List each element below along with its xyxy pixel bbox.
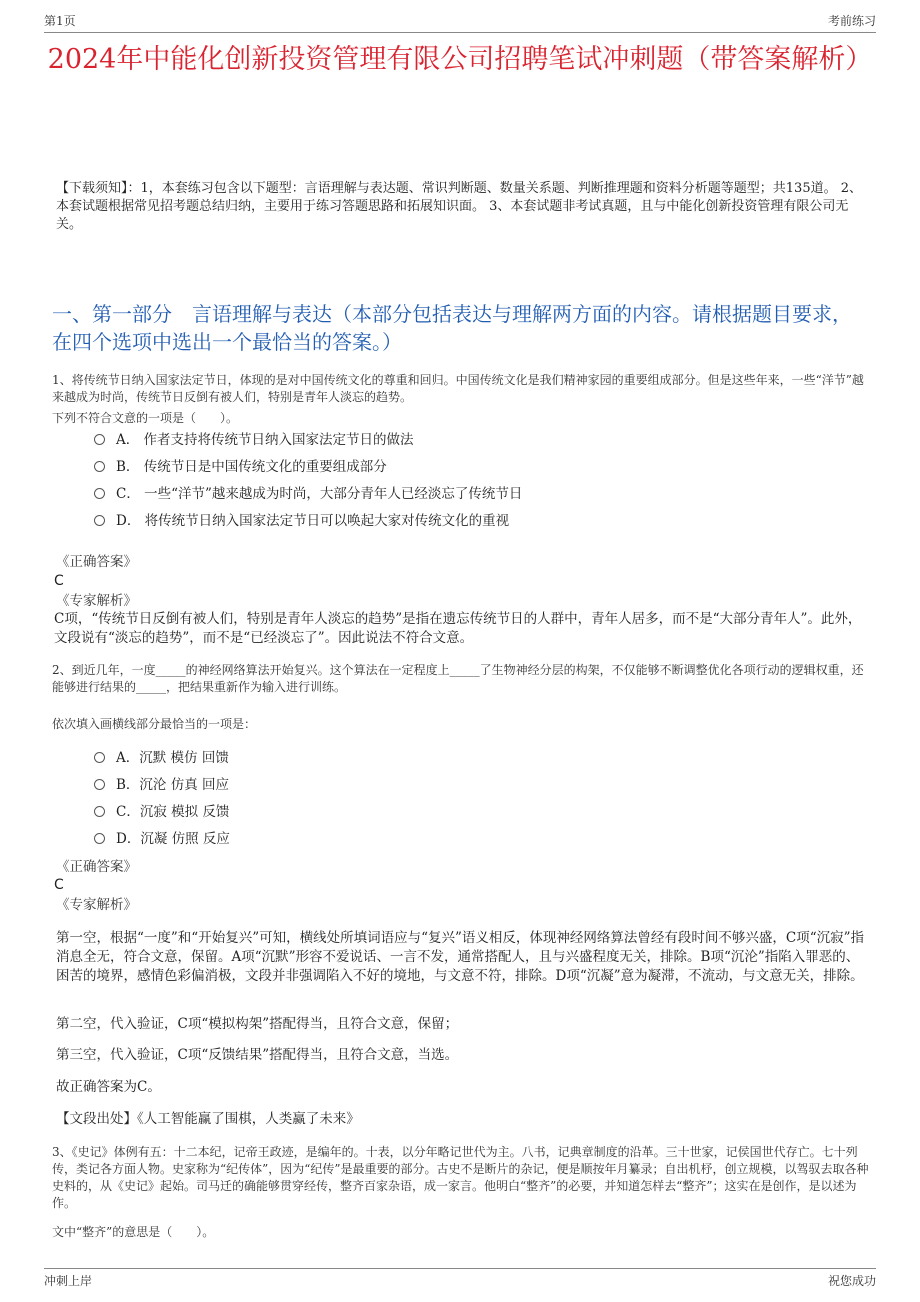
footer-left: 冲刺上岸 xyxy=(44,1274,93,1288)
page-number: 第1页 xyxy=(44,14,76,28)
q2-analysis-para-4: 故正确答案为C。 xyxy=(56,1079,161,1095)
radio-icon[interactable] xyxy=(94,779,105,790)
radio-icon[interactable] xyxy=(94,515,105,526)
radio-icon[interactable] xyxy=(94,806,105,817)
q3-question: 文中“整齐”的意思是（ ）。 xyxy=(52,1225,215,1239)
q2-answer: C xyxy=(54,877,64,893)
q2-stem: 2、到近几年，一度_____的神经网络算法开始复兴。这个算法在一定程度上_____了生物神经分层的构架，不仅能够不断调整优化各项行动的逻辑权重，还能够进行结果的_____，把结果重新作为输入进行训练。 xyxy=(52,663,864,694)
page-header xyxy=(44,12,876,32)
option-text: C． 一些“洋节”越来越成为时尚，大部分青年人已经淡忘了传统节日 xyxy=(116,486,523,502)
page-title: 2024年中能化创新投资管理有限公司招聘笔试冲刺题（带答案解析） xyxy=(47,44,873,75)
radio-icon[interactable] xyxy=(94,833,105,844)
q2-analysis-label: 《专家解析》 xyxy=(56,897,137,913)
q1-analysis: C项，“传统节日反倒有被人们，特别是青年人淡忘的趋势”是指在遗忘传统节日的人群中，青年人居多，而不是“大部分青年人”。此外，文段说有“淡忘的趋势”，而不是“已经淡忘了”。因此说法不符合文意。 xyxy=(54,611,862,646)
radio-icon[interactable] xyxy=(94,488,105,499)
q2-analysis-para-3: 第三空，代入验证，C项“反馈结果”搭配得当，且符合文意，当选。 xyxy=(56,1047,459,1063)
option-text: D． 将传统节日纳入国家法定节日可以唤起大家对传统文化的重视 xyxy=(116,513,510,529)
q2-question: 依次填入画横线部分最恰当的一项是： xyxy=(52,717,257,731)
radio-icon[interactable] xyxy=(94,461,105,472)
q1-answer: C xyxy=(54,573,64,589)
download-notice: 【下载须知】：1，本套练习包含以下题型：言语理解与表达题、常识判断题、数量关系题、判断推理题和资料分析题等题型；共135道。 2、本套试题根据常见招考题总结归纳，主要用于练习答题思路和拓展知识面。 3、本套试题非考试真题，且与中能化创新投资管理有限公司无关。 xyxy=(56,181,862,232)
option-text: A． 作者支持将传统节日纳入国家法定节日的做法 xyxy=(116,432,414,448)
q2-option-d[interactable] xyxy=(94,830,230,848)
q1-stem: 1、将传统节日纳入国家法定节日，体现的是对中国传统文化的尊重和回归。中国传统文化是我们精神家园的重要组成部分。但是这些年来，一些“洋节”越来越成为时尚，传统节日反倒有被人们，特别是青年人淡忘的趋势。 xyxy=(52,373,864,404)
q1-analysis-label: 《专家解析》 xyxy=(56,593,137,609)
option-text: C．沉寂 模拟 反馈 xyxy=(116,804,230,820)
q1-option-c[interactable] xyxy=(94,485,522,503)
footer-divider xyxy=(44,1268,876,1269)
q1-answer-label: 《正确答案》 xyxy=(56,554,137,570)
option-text: B．沉沦 仿真 回应 xyxy=(116,777,230,793)
q1-option-a[interactable] xyxy=(94,431,414,449)
q2-option-c[interactable] xyxy=(94,803,229,821)
q1-option-d[interactable] xyxy=(94,512,509,530)
header-divider xyxy=(44,32,876,33)
option-text: B． 传统节日是中国传统文化的重要组成部分 xyxy=(116,459,387,475)
q2-source: 【文段出处】《人工智能赢了围棋，人类赢了未来》 xyxy=(56,1111,360,1127)
footer-right: 祝您成功 xyxy=(827,1274,876,1288)
q2-analysis-para-2: 第二空，代入验证，C项“模拟构架”搭配得当，且符合文意，保留； xyxy=(56,1016,459,1032)
q2-option-a[interactable] xyxy=(94,749,229,767)
q2-answer-label: 《正确答案》 xyxy=(56,859,137,875)
option-text: D．沉凝 仿照 反应 xyxy=(116,831,230,847)
option-text: A．沉默 模仿 回馈 xyxy=(116,750,229,766)
q1-option-b[interactable] xyxy=(94,458,387,476)
q1-question: 下列不符合文意的一项是（ ）。 xyxy=(52,411,239,425)
radio-icon[interactable] xyxy=(94,752,105,763)
section-title: 一、第一部分 言语理解与表达（本部分包括表达与理解两方面的内容。请根据题目要求，在四个选项中选出一个最恰当的答案。） xyxy=(52,302,852,354)
q2-option-b[interactable] xyxy=(94,776,229,794)
radio-icon[interactable] xyxy=(94,434,105,445)
q2-analysis-para-1: 第一空，根据“一度”和“开始复兴”可知，横线处所填词语应与“复兴”语义相反，体现神经网络算法曾经有段时间不够兴盛，C项“沉寂”指消息全无，符合文意，保留。A项“沉默”形容不爱说话、一言不发，通常搭配人，且与兴盛程度无关，排除。B项“沉沦”指陷入罪恶的、困苦的境界，感情色彩偏消极，文段并非强调陷入不好的境地，与文意不符，排除。D项“沉凝”意为凝滞，不流动，与文意无关，排除。 xyxy=(56,930,865,984)
q3-stem: 3、《史记》体例有五：十二本纪，记帝王政迹，是编年的。十表，以分年略记世代为主。八书，记典章制度的沿革。三十世家，记侯国世代存亡。七十列传，类记各方面人物。史家称为“纪传体”，因为“纪传”是最重要的部分。古史不是断片的杂记，便是顺按年月纂录；自出机杼，创立规模，以驾驭去取各种史料的，从《史记》起始。司马迁的确能够贯穿经传，整齐百家杂语，成一家言。他明白“整齐”的必要，并知道怎样去“整齐”；这实在是创作，是以述为作。 xyxy=(52,1145,869,1210)
header-label: 考前练习 xyxy=(827,14,876,28)
page-footer xyxy=(44,1272,876,1292)
